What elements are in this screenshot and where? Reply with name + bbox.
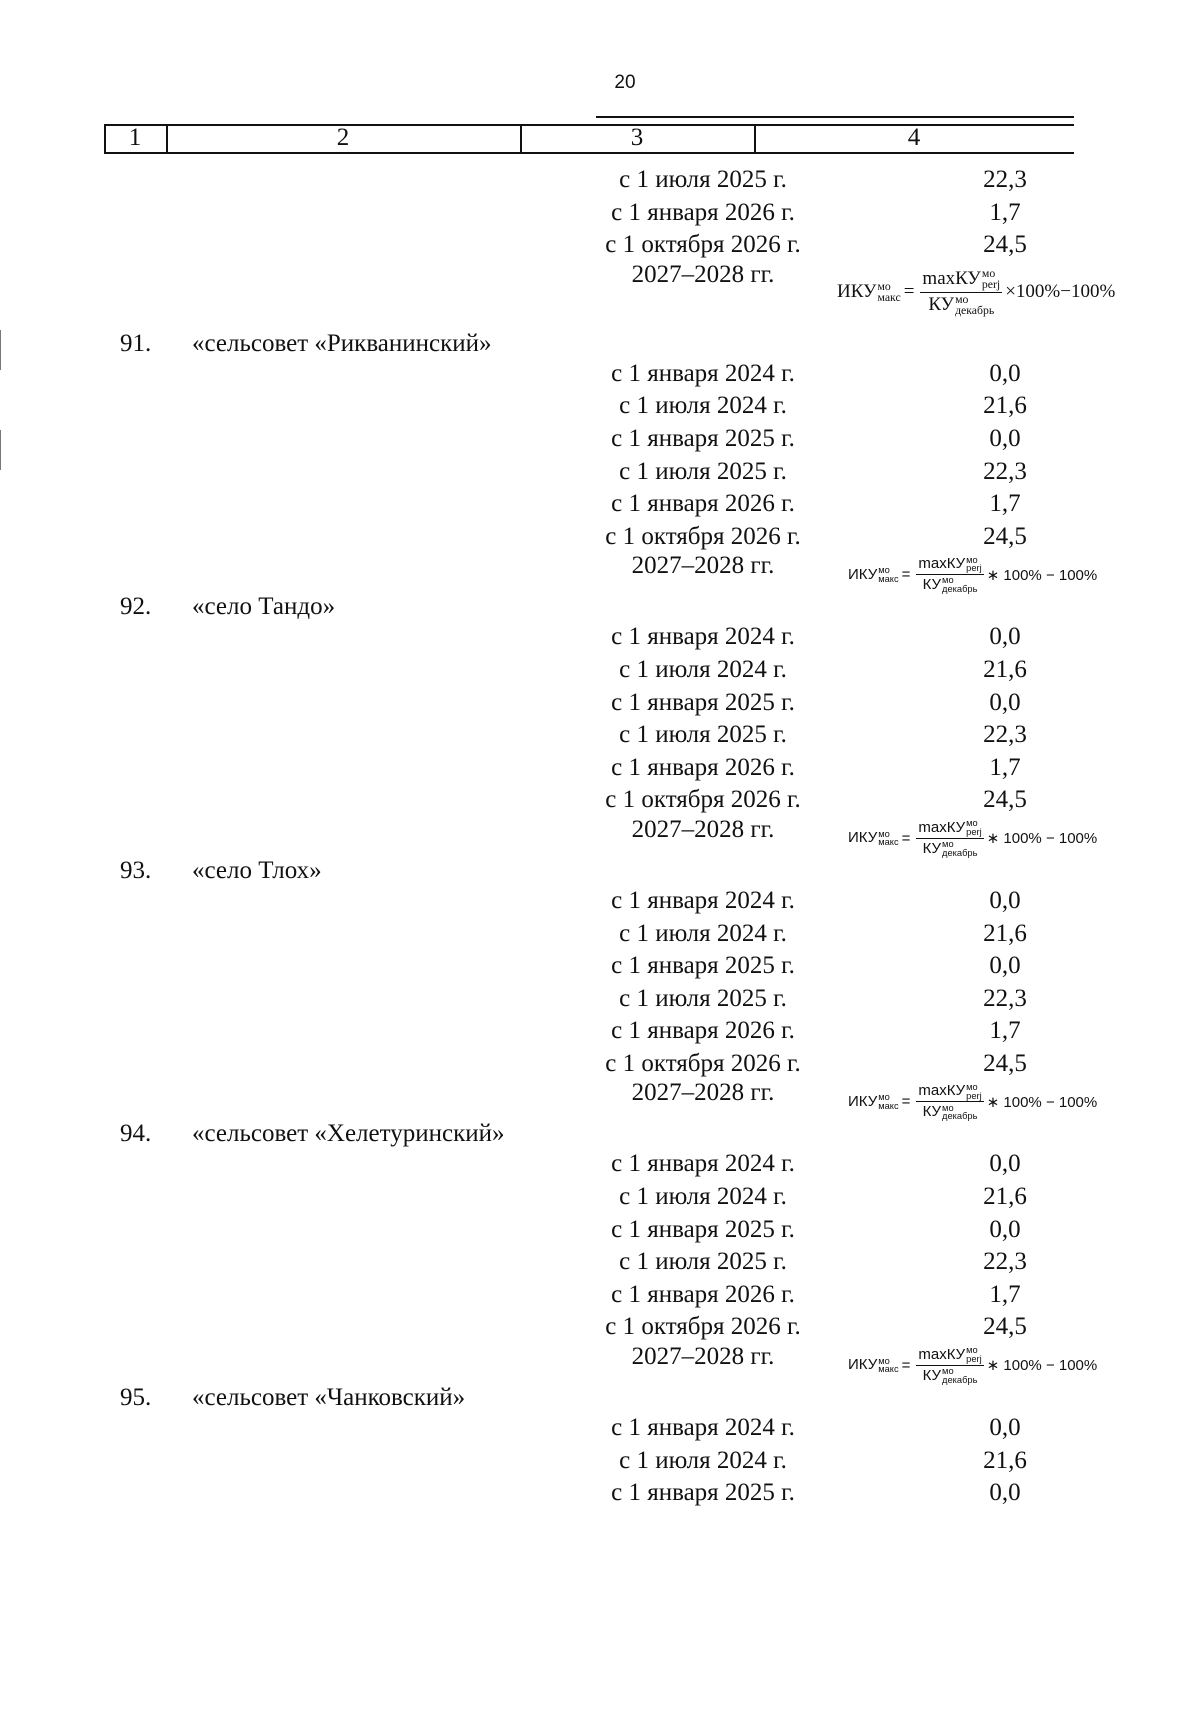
table-row [0,456,1200,489]
table-row [0,164,1200,197]
value-cell: 1,7 [989,1280,1021,1308]
formula-numerator-symbol: maxКУ [918,1082,966,1100]
formula [848,555,1097,594]
table-row [0,1311,1200,1344]
date-cell: с 1 июля 2024 г. [619,919,787,947]
formula-fraction [916,555,983,594]
formula-denominator-symbol: КУ [922,1103,942,1121]
value-cell: 21,6 [983,1446,1027,1474]
table-row [0,1279,1200,1312]
date-cell: с 1 октября 2026 г. [605,786,801,814]
value-cell: 22,3 [983,721,1027,749]
date-cell: с 1 января 2025 г. [611,1215,795,1243]
formula-denominator-symbol: КУ [928,293,955,315]
value-cell: 24,5 [983,522,1027,550]
entry-name: «сельсовет «Хелетуринский» [192,1120,505,1148]
date-cell: с 1 января 2026 г. [611,753,795,781]
subscript: макс [877,291,901,305]
subscript: макс [878,573,899,584]
value-cell: 1,7 [989,490,1021,518]
index-pair [878,1357,898,1375]
value-cell: 22,3 [983,457,1027,485]
table-row [0,1048,1200,1081]
header-col-3: 3 [630,124,644,151]
value-cell: 1,7 [989,753,1021,781]
formula-equals: = [901,566,911,584]
table-row [0,687,1200,720]
entry-number: 94. [120,1120,152,1148]
subscript: perj [981,278,1001,292]
formula-numerator [916,1082,983,1102]
formula-numerator-symbol: maxКУ [922,267,981,289]
header-col-2: 2 [336,124,350,151]
value-cell: 21,6 [983,655,1027,683]
date-cell: с 1 октября 2026 г. [605,1049,801,1077]
date-cell: с 1 июля 2025 г. [619,1248,787,1276]
formula-fraction [920,268,1002,317]
subscript: perj [966,826,982,837]
date-cell: с 1 июля 2025 г. [619,166,787,193]
date-cell: с 1 января 2025 г. [611,952,795,980]
table-row [0,752,1200,785]
superscript: мо [878,828,890,839]
table-row [0,1412,1200,1445]
formula-numerator [916,1346,983,1366]
formula-numerator-symbol: maxКУ [918,555,966,573]
header-bottom-rule [104,152,1074,154]
subscript: декабрь [942,847,978,858]
entry-name: «село Тандо» [192,593,336,621]
subscript: perj [966,1354,982,1365]
formula-lhs-symbol: ИКУ [848,829,878,847]
formula-row [0,815,1200,858]
formula-row [0,1343,1200,1385]
table-row [0,521,1200,554]
subscript: perj [966,1090,982,1101]
value-cell: 24,5 [983,1313,1027,1341]
entry-row [0,328,1200,358]
formula [848,819,1097,858]
date-cell: с 1 октября 2026 г. [605,522,801,550]
value-cell: 1,7 [989,198,1021,226]
entry-row [0,855,1200,885]
table-row [0,983,1200,1016]
formula-equals: = [903,281,915,303]
superscript: мо [878,564,890,575]
formula [848,1346,1097,1385]
entry-number: 91. [120,329,152,357]
subscript: макс [878,1364,899,1375]
date-cell: с 1 июля 2024 г. [619,655,787,683]
index-pair [966,1346,982,1364]
date-cell: с 1 января 2024 г. [611,886,795,914]
formula-numerator [916,819,983,839]
formula-fraction [916,1082,983,1121]
index-pair [966,1083,982,1101]
value-cell: 0,0 [989,1414,1021,1442]
superscript: мо [942,1366,954,1377]
entry-row [0,591,1200,621]
formula-equals: = [901,1093,911,1111]
value-cell: 0,0 [989,424,1021,452]
table-row [0,1445,1200,1478]
formula-lhs-symbol: ИКУ [848,1356,878,1374]
value-cell: 21,6 [983,1183,1027,1211]
superscript: мо [878,1092,890,1103]
formula-tail: ∗ 100% − 100% [986,1093,1098,1111]
value-cell: 1,7 [989,1017,1021,1045]
superscript: мо [877,280,891,294]
entry-number: 93. [120,856,152,884]
formula-tail: ∗ 100% − 100% [986,566,1098,584]
entry-name: «село Тлох» [192,856,322,884]
table-row [0,1477,1200,1510]
header-col-4: 4 [907,124,921,151]
table-row [0,1148,1200,1181]
formula-lhs [848,1356,899,1374]
table-row [0,950,1200,983]
formula-lhs-symbol: ИКУ [848,565,878,583]
superscript: мо [966,818,978,829]
period-cell: 2027–2028 гг. [631,1343,775,1371]
table-row [0,918,1200,951]
subscript: perj [966,563,982,574]
index-pair [966,819,982,837]
date-cell: с 1 июля 2025 г. [619,457,787,485]
table-row [0,784,1200,817]
date-cell: с 1 июля 2025 г. [619,984,787,1012]
formula-numerator-symbol: maxКУ [918,1346,966,1364]
formula [848,1082,1097,1121]
superscript: мо [981,267,996,281]
entry-name: «сельсовет «Чанковский» [192,1384,466,1412]
header-col-1: 1 [128,124,142,151]
formula-equals: = [901,829,911,847]
formula-lhs [848,566,899,584]
period-cell: 2027–2028 гг. [631,552,775,580]
date-cell: с 1 января 2026 г. [611,1280,795,1308]
subscript: декабрь [955,304,995,318]
value-cell: 21,6 [983,392,1027,420]
entry-row [0,1118,1200,1148]
date-cell: с 1 января 2026 г. [611,490,795,518]
subscript: макс [878,1100,899,1111]
table-row [0,1181,1200,1214]
superscript: мо [942,575,954,586]
entry-number: 95. [120,1384,152,1412]
table-row [0,423,1200,456]
formula-denominator [926,293,996,317]
index-pair [955,294,994,316]
index-pair [878,830,898,848]
period-cell: 2027–2028 гг. [631,1079,775,1107]
value-cell: 0,0 [989,359,1021,387]
date-cell: с 1 января 2025 г. [611,424,795,452]
superscript: мо [966,554,978,565]
date-cell: с 1 июля 2024 г. [619,1183,787,1211]
superscript: мо [966,1345,978,1356]
formula-tail: ∗ 100% − 100% [986,1357,1098,1375]
formula-fraction [916,819,983,858]
subscript: макс [878,837,899,848]
entry-name: «сельсовет «Рикванинский» [192,329,492,357]
table-body [0,164,1200,1510]
period-cell: 2027–2028 гг. [631,815,775,843]
period-cell: 2027–2028 гг. [631,260,775,288]
formula-fraction [916,1346,983,1385]
formula-lhs-symbol: ИКУ [848,1092,878,1110]
date-cell: с 1 января 2024 г. [611,1150,795,1178]
date-cell: с 1 января 2025 г. [611,1479,795,1507]
superscript: мо [942,1102,954,1113]
date-cell: с 1 января 2025 г. [611,688,795,716]
value-cell: 0,0 [989,886,1021,914]
value-cell: 22,3 [983,1248,1027,1276]
date-cell: с 1 января 2024 г. [611,359,795,387]
formula-lhs-symbol: ИКУ [837,280,877,302]
index-pair [982,268,1000,290]
value-cell: 0,0 [989,1479,1021,1507]
value-cell: 24,5 [983,786,1027,814]
value-cell: 0,0 [989,1215,1021,1243]
value-cell: 22,3 [983,984,1027,1012]
index-pair [966,556,982,574]
subscript: декабрь [942,1111,978,1122]
value-cell: 22,3 [983,166,1027,193]
index-pair [877,281,900,303]
superscript: мо [955,293,969,307]
formula-row [0,552,1200,595]
header-top-rule [596,116,1074,118]
index-pair [878,566,898,584]
value-cell: 24,5 [983,231,1027,259]
table-row [0,488,1200,521]
formula [837,268,1115,317]
formula-denominator-symbol: КУ [922,839,942,857]
superscript: мо [878,1355,890,1366]
table-row [0,1246,1200,1279]
formula-lhs [848,1093,899,1111]
value-cell: 0,0 [989,952,1021,980]
date-cell: с 1 июля 2024 г. [619,392,787,420]
subscript: декабрь [942,1374,978,1385]
formula-row [0,1079,1200,1122]
formula-denominator-symbol: КУ [922,1366,942,1384]
table-row [0,1015,1200,1048]
formula-numerator [920,268,1002,293]
page-number: 20 [614,72,636,93]
superscript: мо [942,838,954,849]
index-pair [878,1093,898,1111]
value-cell: 0,0 [989,1150,1021,1178]
table-row [0,229,1200,262]
formula-row [0,262,1200,328]
table-row [0,358,1200,391]
date-cell: с 1 июля 2024 г. [619,1446,787,1474]
value-cell: 0,0 [989,688,1021,716]
table-row [0,1214,1200,1247]
value-cell: 0,0 [989,623,1021,651]
table-row [0,390,1200,423]
formula-numerator [916,555,983,575]
table-row [0,197,1200,230]
date-cell: с 1 октября 2026 г. [605,231,801,259]
formula-numerator-symbol: maxКУ [918,818,966,836]
date-cell: с 1 января 2024 г. [611,623,795,651]
formula-tail: ×100%−100% [1005,281,1116,303]
subscript: декабрь [942,584,978,595]
date-cell: с 1 января 2026 г. [611,1017,795,1045]
date-cell: с 1 января 2026 г. [611,198,795,226]
formula-tail: ∗ 100% − 100% [986,830,1098,848]
table-row [0,654,1200,687]
table-row [0,621,1200,654]
superscript: мо [966,1081,978,1092]
formula-equals: = [901,1356,911,1374]
entry-number: 92. [120,593,152,621]
formula-lhs [848,829,899,847]
table-row [0,885,1200,918]
value-cell: 21,6 [983,919,1027,947]
date-cell: с 1 октября 2026 г. [605,1313,801,1341]
table-row [0,719,1200,752]
value-cell: 24,5 [983,1049,1027,1077]
date-cell: с 1 января 2024 г. [611,1414,795,1442]
formula-denominator-symbol: КУ [922,576,942,594]
date-cell: с 1 июля 2025 г. [619,721,787,749]
entry-row [0,1382,1200,1412]
formula-lhs [837,281,901,304]
